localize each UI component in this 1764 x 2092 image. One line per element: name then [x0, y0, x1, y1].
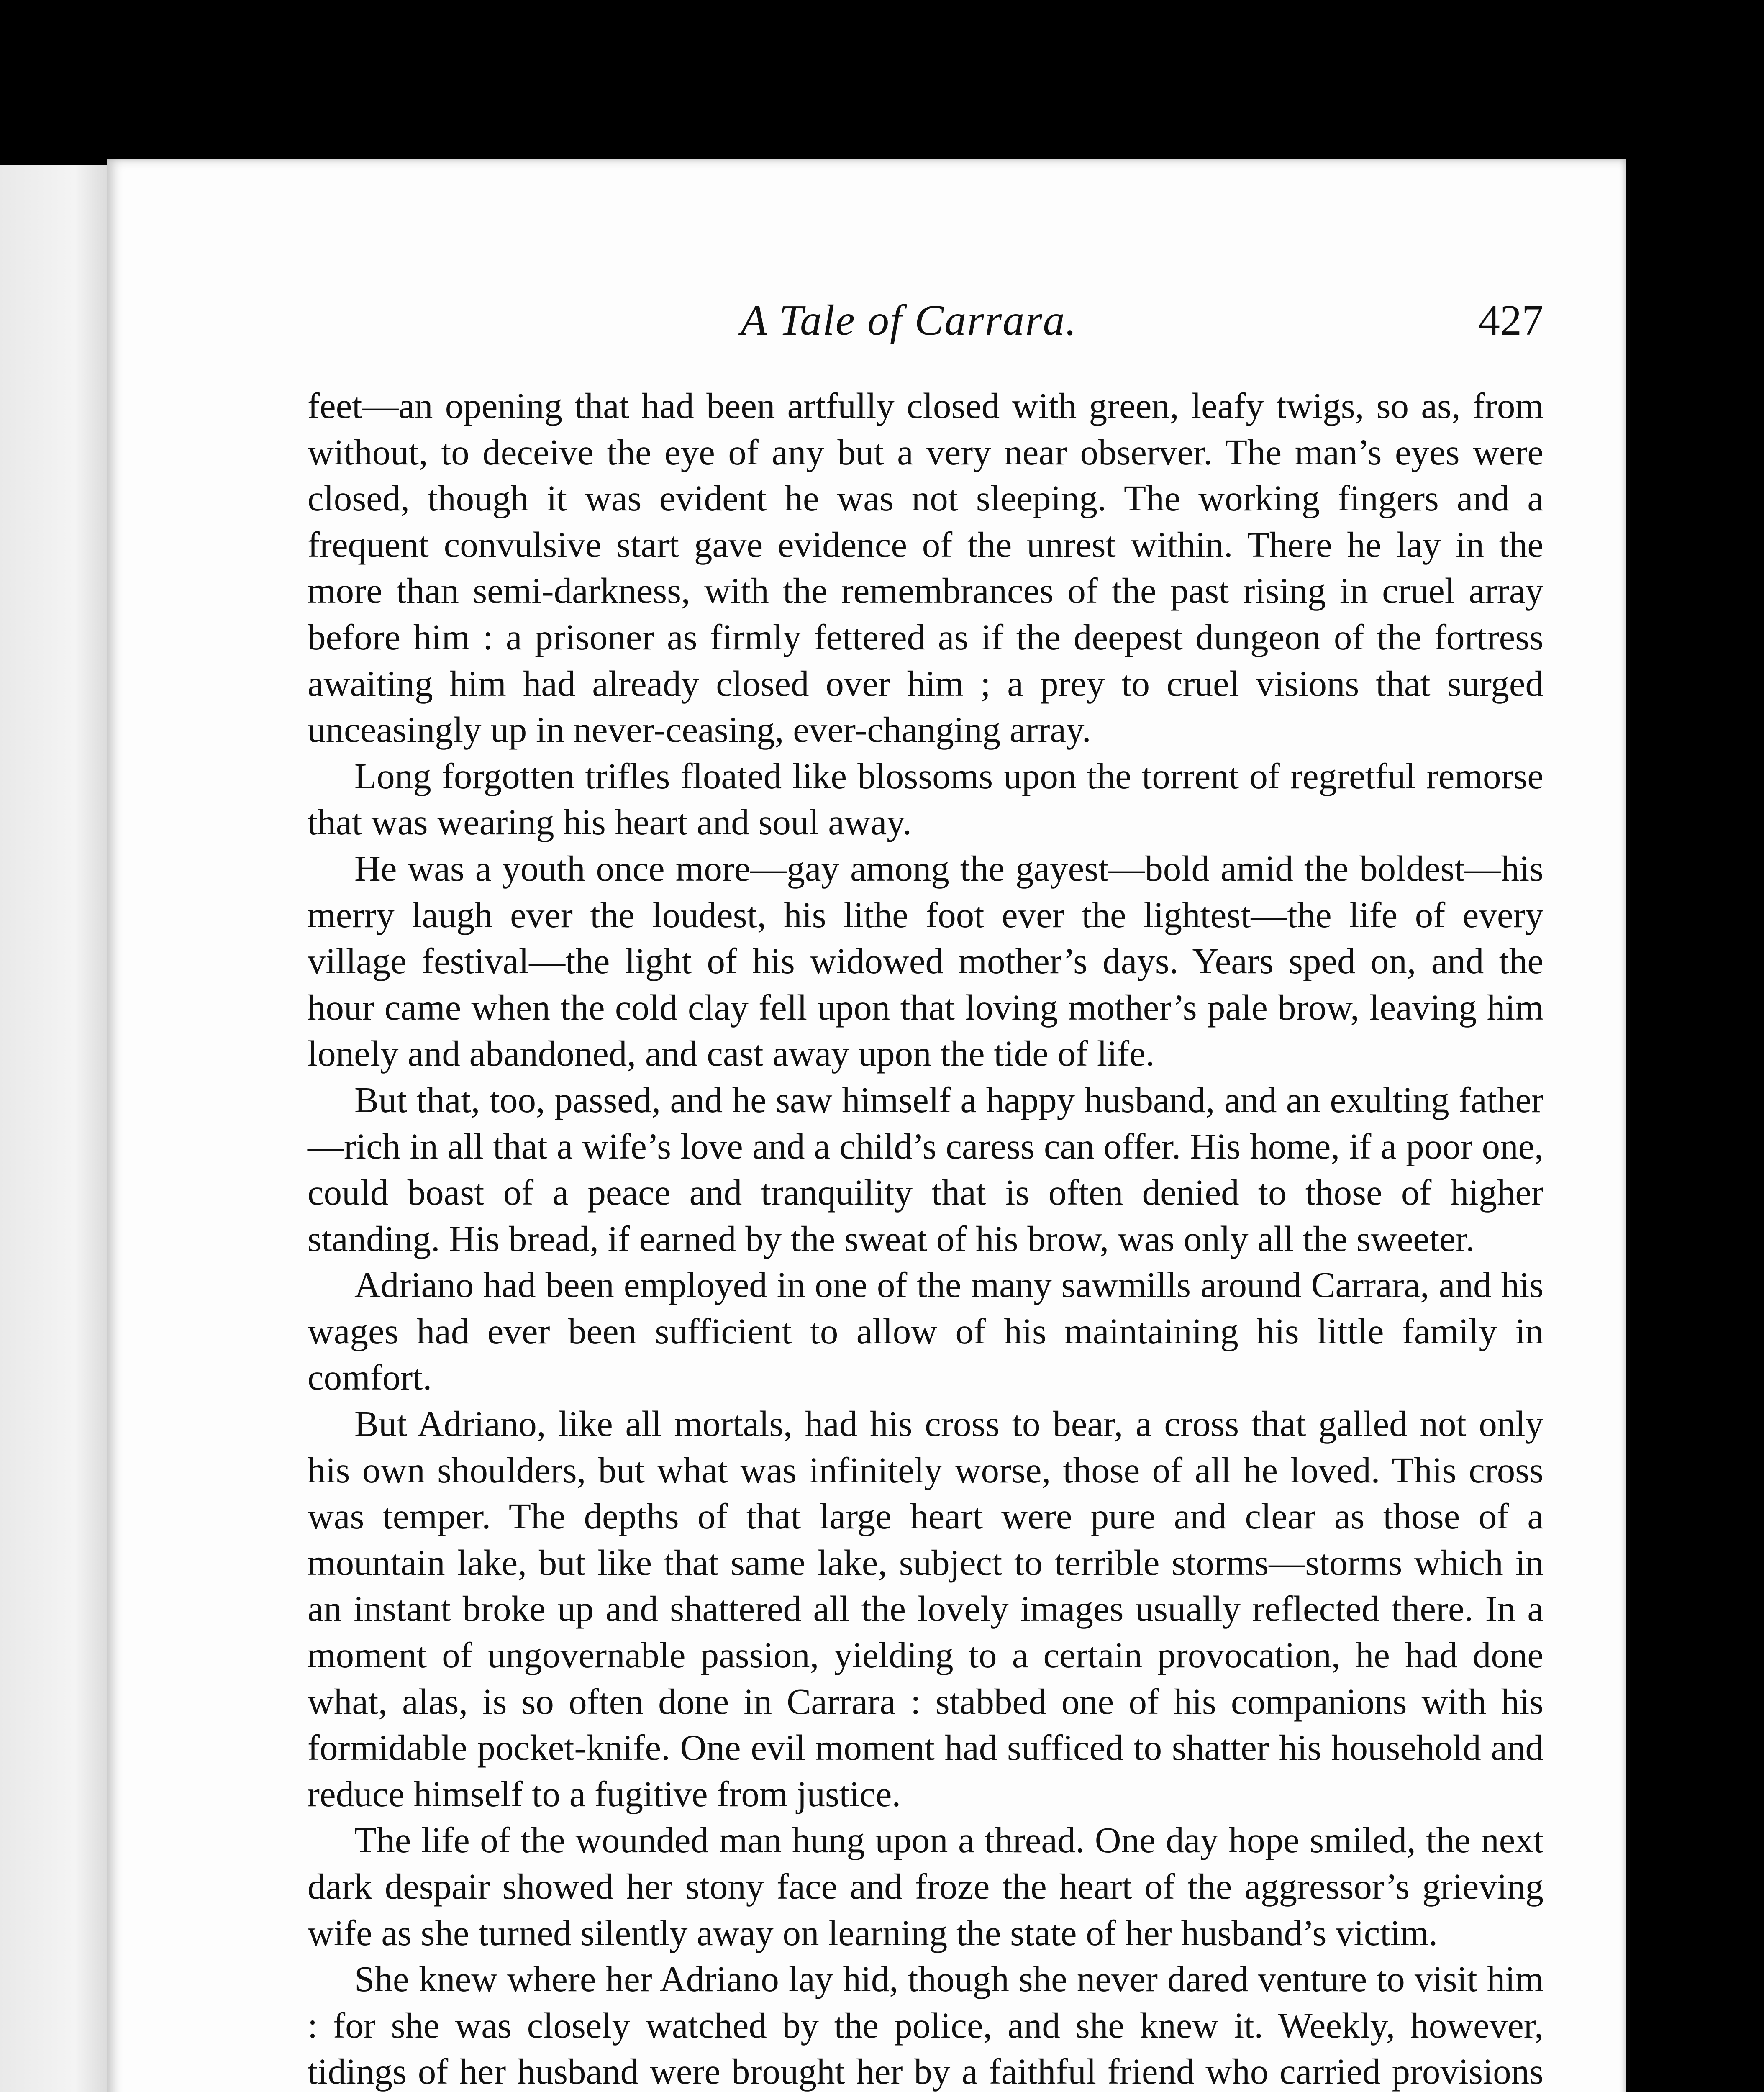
paragraph: The life of the wounded man hung upon a thread. One day hope smiled, the next dark despair showed her stony face and froze the heart of the aggressor’s grieving wife as she turned silently away on learning the state of her husband’s victim.: [308, 1820, 1544, 1953]
running-title: A Tale of Carrara.: [741, 296, 1077, 344]
page-header: [107, 295, 1544, 358]
paragraph: But Adriano, like all mortals, had his cross to bear, a cross that galled not only his own shoulders, but what was infinitely worse, those of all he loved. This cross was temper. The depths of that large heart were pure and clear as those of a mountain lake, but like that same lake, subject to terrible storms—storms which in an instant broke up and shattered all the lovely images usually reflected there. In a moment of ungovernable passion, yielding to a certain provocation, he had done what, alas, is so often done in Carrara : stabbed one of his companions with his formidable pocket-knife. One evil moment had sufficed to shatter his household and reduce himself to a fugitive from justice.: [308, 1403, 1544, 1814]
body-text: [308, 383, 1544, 2092]
paragraph: He was a youth once more—gay among the gayest—bold amid the boldest—his merry laugh ever the loudest, his lithe foot ever the lightest—the life of every village festival—the light of his widowed mother’s days. Years sped on, and the hour came when the cold clay fell upon that loving mother’s pale brow, leaving him lonely and abandoned, and cast away upon the tide of life.: [308, 848, 1544, 1074]
paragraph: Long forgotten trifles floated like blossoms upon the torrent of regretful remorse that was wearing his heart and soul away.: [308, 755, 1544, 843]
paragraph: feet—an opening that had been artfully closed with green, leafy twigs, so as, from without, to deceive the eye of any but a very near observer. The man’s eyes were closed, though it was evident he was not sleeping. The working fingers and a frequent convulsive start gave evidence of the unrest within. There he lay in the more than semi-darkness, with the remembrances of the past rising in cruel array before him : a prisoner as firmly fettered as if the deepest dungeon of the fortress awaiting him had already closed over him ; a prey to cruel visions that surged unceasingly up in never-ceasing, ever-changing array.: [308, 385, 1544, 750]
book-page: [107, 159, 1626, 2092]
page-number: 427: [1478, 296, 1544, 344]
facing-page-edge: [0, 165, 107, 2092]
paragraph: Adriano had been employed in one of the many sawmills around Carrara, and his wages had ever been sufficient to allow of his maintaining his little family in comfort.: [308, 1264, 1544, 1398]
paragraph: She knew where her Adriano lay hid, though she never dared venture to visit him : for she was closely watched by the police, and she knew it. Weekly, however, tidings of her husband were brought her by a faithful friend who carried provisions: [308, 1959, 1544, 2092]
paragraph: But that, too, passed, and he saw himself a happy husband, and an exulting father—rich in all that a wife’s love and a child’s caress can offer. His home, if a poor one, could boast of a peace and tranquility that is often denied to those of higher standing. His bread, if earned by the sweat of his brow, was only all the sweeter.: [308, 1079, 1544, 1259]
